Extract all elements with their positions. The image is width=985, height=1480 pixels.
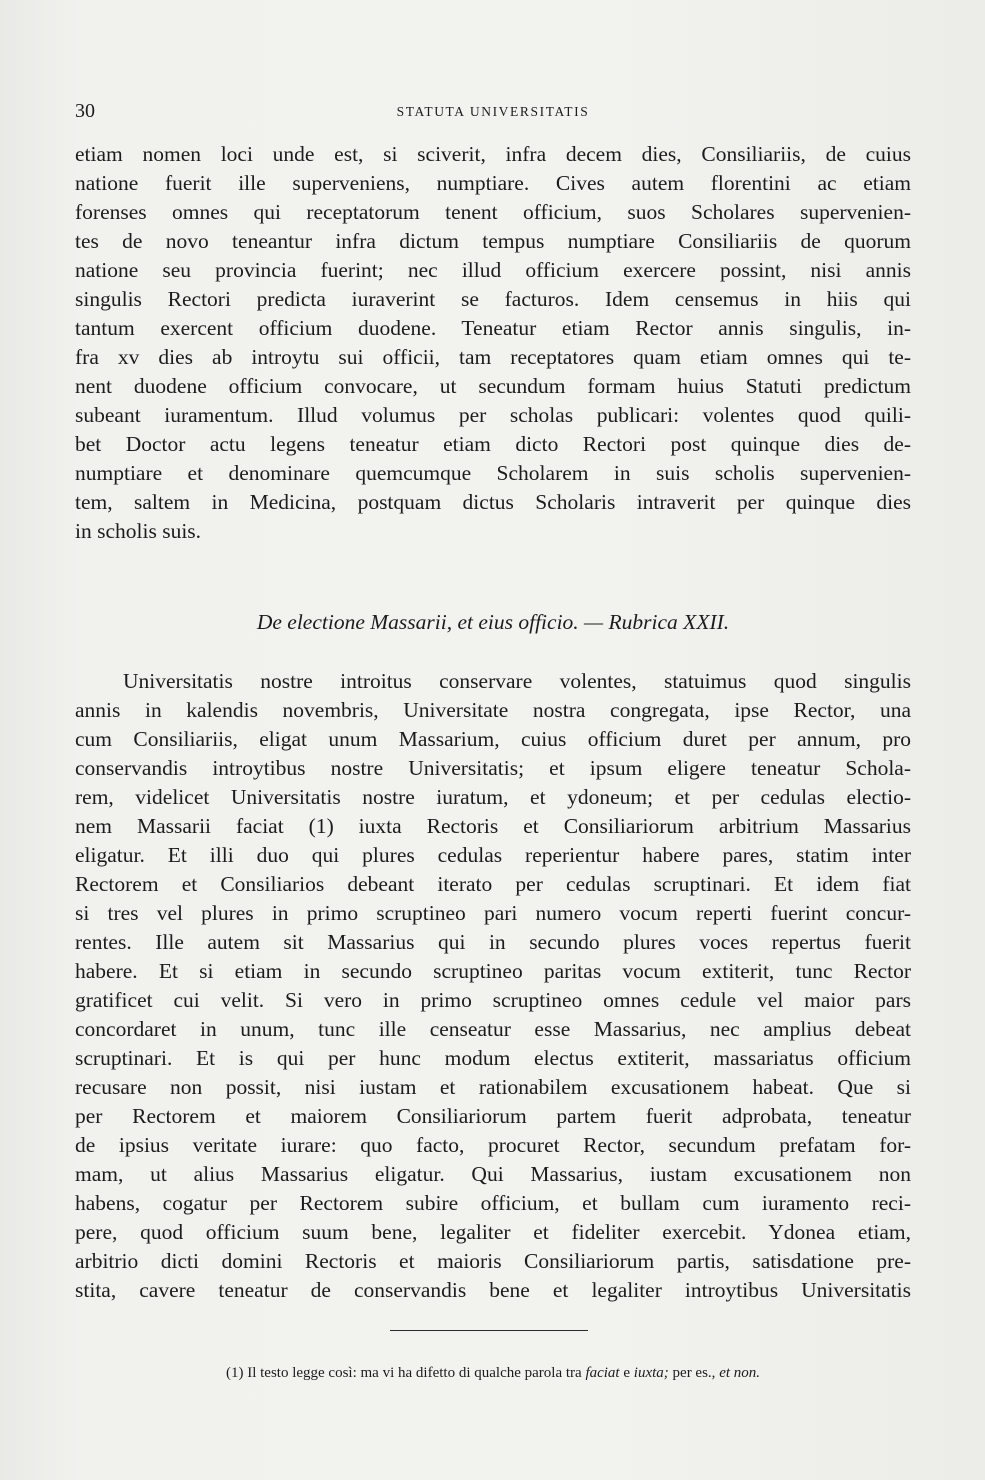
text-line: de ipsius veritate iurare: quo facto, procuret Rector, secundum prefatam for- — [75, 1133, 911, 1157]
footnote-divider — [390, 1330, 588, 1331]
paragraph-continuation — [75, 140, 911, 546]
text-line: forenses omnes qui receptatorum tenent officium, suos Scholares supervenien- — [75, 200, 911, 224]
page-number: 30 — [75, 100, 95, 122]
text-line: natione fuerit ille superveniens, numptiare. Cives autem florentini ac etiam — [75, 171, 911, 195]
footnote-italic-word: faciat — [585, 1365, 620, 1381]
text-line: in scholis suis. — [75, 519, 202, 543]
text-line: mam, ut alius Massarius eligatur. Qui Massarius, iustam excusationem non — [75, 1162, 911, 1186]
footnote-italic-word: iuxta; — [633, 1365, 669, 1381]
text-line: nent duodene officium convocare, ut secundum formam huius Statuti predictum — [75, 374, 911, 398]
footnote — [75, 1362, 911, 1384]
rubric-heading: De electione Massarii, et eius officio. — Rubrica XXII. — [256, 610, 730, 634]
text-line: numptiare et denominare quemcumque Scholarem in suis scholis supervenien- — [75, 461, 911, 485]
paragraph-rubric-xxii — [75, 667, 911, 1305]
text-line: eligatur. Et illi duo qui plures cedulas reperientur habere pares, statim inter — [75, 843, 911, 867]
text-line: concordaret in unum, tunc ille censeatur esse Massarius, nec amplius debeat — [75, 1017, 911, 1041]
text-line: pere, quod officium suum bene, legaliter et fideliter exercebit. Ydonea etiam, — [75, 1220, 911, 1244]
footnote-text: e — [619, 1365, 634, 1381]
text-line: etiam nomen loci unde est, si sciverit, infra decem dies, Consiliariis, de cuius — [75, 142, 911, 166]
footnote-text: (1) Il testo legge così: ma vi ha difetto di qualche parola tra — [225, 1365, 586, 1381]
running-title: STATUTA UNIVERSITATIS — [396, 104, 590, 119]
text-line: si tres vel plures in primo scruptineo pari numero vocum reperti fuerint concur- — [75, 901, 911, 925]
text-line: bet Doctor actu legens teneatur etiam dicto Rectori post quinque dies de- — [75, 432, 911, 456]
text-line: conservandis introytibus nostre Universitatis; et ipsum eligere teneatur Schola- — [75, 756, 911, 780]
text-line: Universitatis nostre introitus conservare volentes, statuimus quod singulis — [123, 669, 911, 693]
text-line: gratificet cui velit. Si vero in primo scruptineo omnes cedule vel maior pars — [75, 988, 911, 1012]
text-line: tes de novo teneantur infra dictum tempus numptiare Consiliariis de quorum — [75, 229, 911, 253]
text-line: tantum exercent officium duodene. Teneatur etiam Rector annis singulis, in- — [75, 316, 911, 340]
text-line: Rectorem et Consiliarios debeant iterato per cedulas scruptinari. Et idem fiat — [75, 872, 911, 896]
text-line: rem, videlicet Universitatis nostre iuratum, et ydoneum; et per cedulas electio- — [75, 785, 911, 809]
text-line: fra xv dies ab introytu sui officii, tam receptatores quam etiam omnes qui te- — [75, 345, 911, 369]
text-line: natione seu provincia fuerint; nec illud officium exercere possint, nisi annis — [75, 258, 911, 282]
text-line: per Rectorem et maiorem Consiliariorum partem fuerit adprobata, teneatur — [75, 1104, 911, 1128]
text-line: scruptinari. Et is qui per hunc modum electus extiterit, massariatus officium — [75, 1046, 911, 1070]
text-line: habere. Et si etiam in secundo scruptineo paritas vocum extiterit, tunc Rector — [75, 959, 911, 983]
text-line: cum Consiliariis, eligat unum Massarium, cuius officium duret per annum, pro — [75, 727, 911, 751]
text-line: habens, cogatur per Rectorem subire officium, et bullam cum iuramento reci- — [75, 1191, 911, 1215]
text-line: subeant iuramentum. Illud volumus per scholas publicari: volentes quod quili- — [75, 403, 911, 427]
text-line: arbitrio dicti domini Rectoris et maioris Consiliariorum partis, satisdatione pre- — [75, 1249, 911, 1273]
footnote-italic-word: et non. — [719, 1365, 761, 1381]
text-line: recusare non possit, nisi iustam et rationabilem excusationem habeat. Que si — [75, 1075, 911, 1099]
page-header — [75, 100, 911, 128]
footnote-text: per es., — [668, 1365, 720, 1381]
text-line: annis in kalendis novembris, Universitate nostra congregata, ipse Rector, una — [75, 698, 911, 722]
text-line: tem, saltem in Medicina, postquam dictus Scholaris intraverit per quinque dies — [75, 490, 911, 514]
text-line: stita, cavere teneatur de conservandis bene et legaliter introytibus Universitatis — [75, 1278, 911, 1302]
text-line: rentes. Ille autem sit Massarius qui in secundo plures voces repertus fuerit — [75, 930, 911, 954]
text-line: nem Massarii faciat (1) iuxta Rectoris et Consiliariorum arbitrium Massarius — [75, 814, 911, 838]
text-line: singulis Rectori predicta iuraverint se facturos. Idem censemus in hiis qui — [75, 287, 911, 311]
